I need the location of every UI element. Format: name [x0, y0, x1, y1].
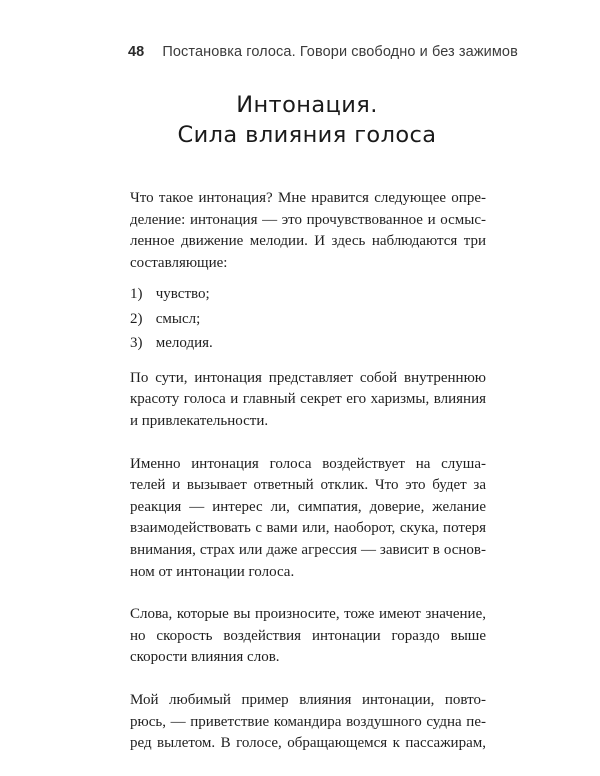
text-line: ред вылетом. В голосе, обращающемся к пассажирам,	[130, 735, 486, 752]
text-line: деление: интонация — это прочувствованное и осмыс-	[130, 211, 486, 228]
text-line: По сути, интонация представляет собой внутреннюю	[130, 369, 486, 386]
text-line: составляющие:	[130, 254, 228, 271]
list-item	[130, 307, 486, 332]
list-item	[130, 331, 486, 356]
chapter-title	[128, 90, 486, 150]
list-item-text: чувство;	[155, 286, 210, 303]
text-line: взаимодействовать с вами или, наоборот, скука, потеря	[130, 520, 486, 537]
list-item-number: 1)	[130, 286, 143, 303]
paragraph-5	[130, 690, 486, 755]
text-line: ном от интонации голоса.	[130, 563, 295, 580]
running-header	[128, 44, 548, 60]
body-text	[130, 188, 486, 776]
text-line: телей и вызывает ответный отклик. Что это будет за	[130, 477, 486, 494]
paragraph-2	[130, 368, 486, 433]
chapter-title-line-1: Интонация.	[236, 92, 378, 118]
book-title: Постановка голоса. Говори свободно и без зажимов	[162, 44, 518, 60]
text-line: рюсь, — приветствие командира воздушного судна пе-	[130, 713, 486, 730]
text-line: Мой любимый пример влияния интонации, повто-	[130, 692, 486, 708]
text-line: Слова, которые вы произносите, тоже имеют значение,	[130, 606, 486, 623]
list-item-number: 2)	[130, 310, 143, 327]
text-line: но скорость воздействия интонации гораздо выше	[130, 627, 486, 644]
text-line: и привлекательности.	[130, 413, 269, 430]
components-list	[130, 282, 486, 356]
text-line: Что такое интонация? Мне нравится следующее опре-	[130, 190, 486, 206]
text-line: Именно интонация голоса воздействует на слуша-	[130, 455, 486, 472]
list-item-text: смысл;	[155, 310, 201, 327]
paragraph-4	[130, 604, 486, 669]
list-item-text: мелодия.	[155, 335, 213, 352]
page-number: 48	[128, 44, 145, 60]
list-item-number: 3)	[130, 335, 143, 352]
chapter-title-line-2: Сила влияния голоса	[177, 122, 437, 148]
text-line: реакция — интерес ли, симпатия, доверие, желание	[130, 498, 486, 515]
paragraph-1	[130, 188, 486, 274]
text-line: красоту голоса и главный секрет его харизмы, влияния	[130, 391, 486, 408]
text-line: скорости влияния слов.	[130, 649, 280, 666]
list-item	[130, 282, 486, 307]
text-line: внимания, страх или даже агрессия — зависит в основ-	[130, 542, 486, 559]
paragraph-3	[130, 454, 486, 584]
text-line: ленное движение мелодии. И здесь наблюдаются три	[130, 233, 486, 250]
